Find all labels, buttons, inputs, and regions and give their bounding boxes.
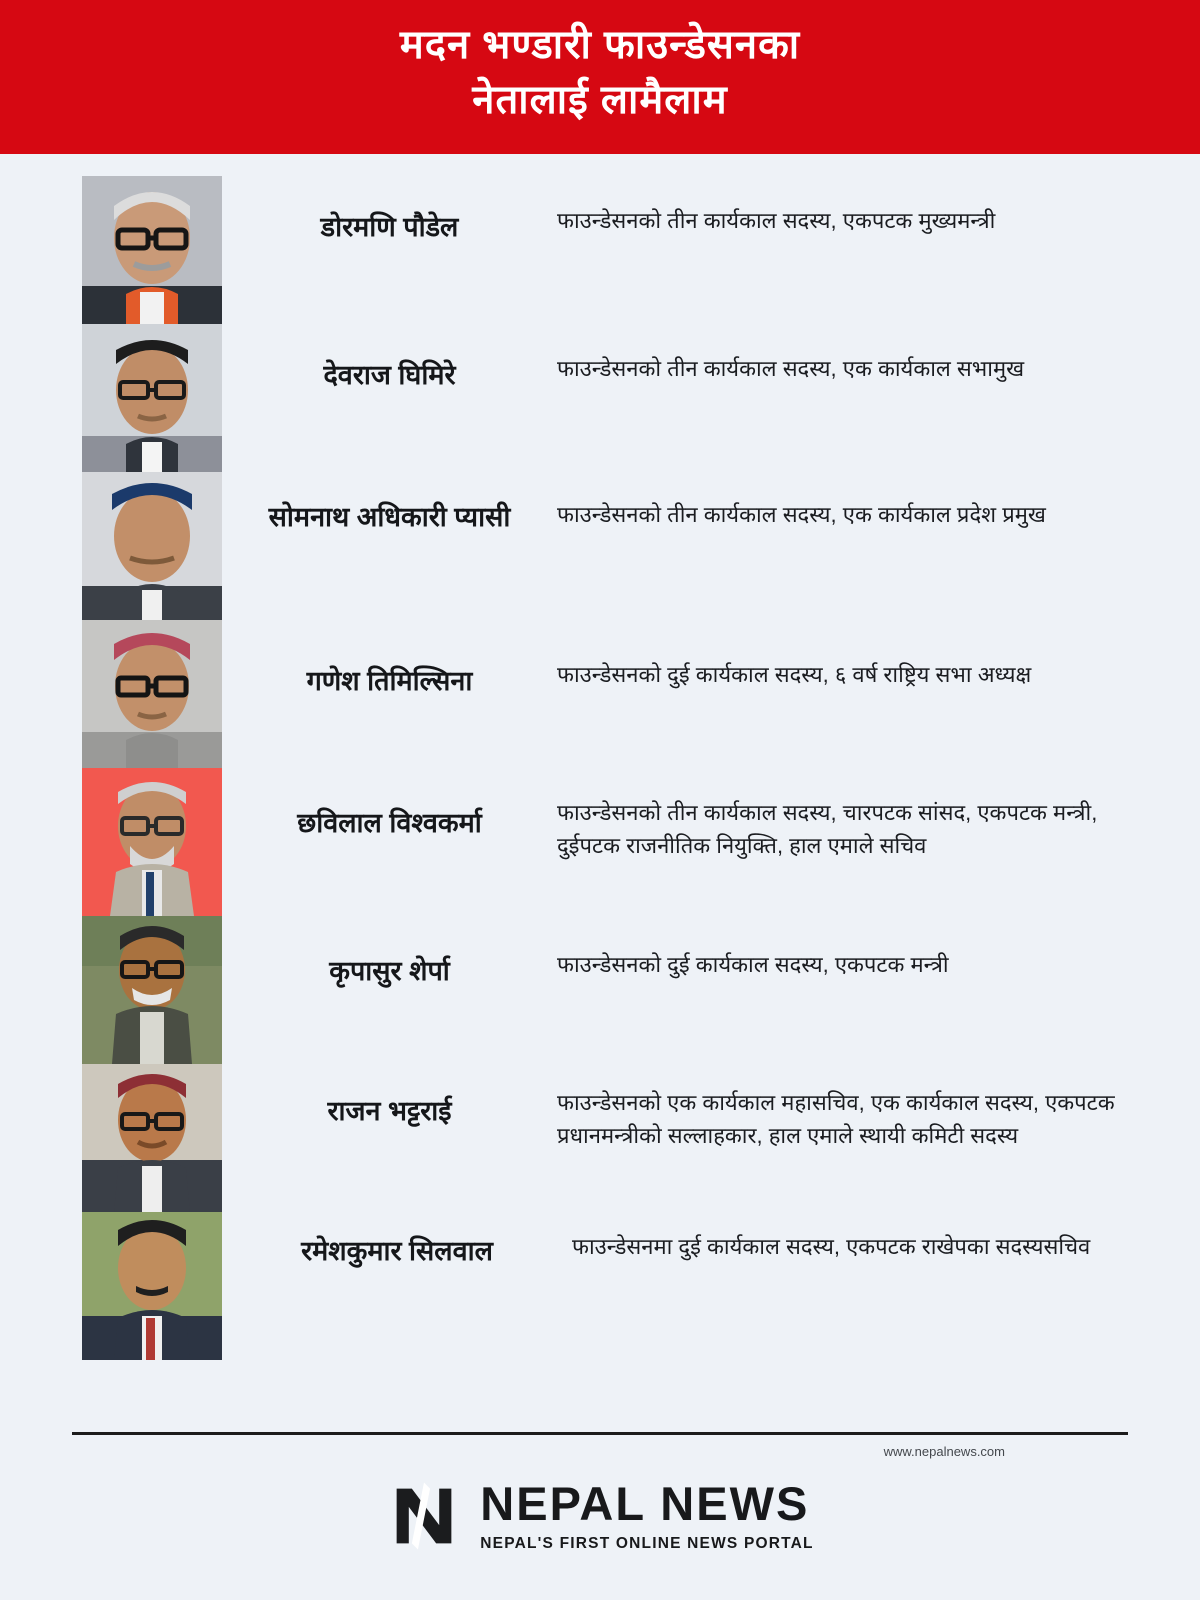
person-name: राजन भट्टराई: [327, 1096, 452, 1127]
people-list: [0, 154, 1200, 1360]
avatar: [82, 916, 222, 1064]
page-title-line-1: मदन भण्डारी फाउन्डेसनका: [399, 23, 801, 67]
list-item: [0, 324, 1200, 472]
footer-divider: [72, 1432, 1128, 1435]
person-description: फाउन्डेसनको दुई कार्यकाल सदस्य, एकपटक मन्त्री: [557, 952, 949, 978]
list-item: [0, 768, 1200, 916]
person-description: फाउन्डेसनमा दुई कार्यकाल सदस्य, एकपटक राखेपका सदस्यसचिव: [572, 1234, 1091, 1260]
person-description: फाउन्डेसनको एक कार्यकाल महासचिव, एक कार्यकाल सदस्य, एकपटक प्रधानमन्त्रीको सल्लाहकार, हाल एमाले स्थायी कमिटी सदस्य: [557, 1090, 1115, 1149]
portrait-icon: [82, 916, 222, 1064]
person-name: देवराज घिमिरे: [323, 360, 456, 391]
list-item: [0, 916, 1200, 1064]
nepal-news-logo-icon: [386, 1478, 462, 1554]
site-url[interactable]: www.nepalnews.com: [883, 1444, 1005, 1459]
footer: [0, 1432, 1200, 1600]
person-description: फाउन्डेसनको दुई कार्यकाल सदस्य, ६ वर्ष राष्ट्रिय सभा अध्यक्ष: [557, 662, 1032, 688]
portrait-icon: [82, 1212, 222, 1360]
avatar: [82, 768, 222, 916]
person-description: फाउन्डेसनको तीन कार्यकाल सदस्य, एक कार्यकाल सभामुख: [557, 356, 1025, 382]
brand-block: [0, 1478, 1200, 1554]
brand-name: NEPAL NEWS: [480, 1476, 810, 1530]
brand-text: [480, 1476, 814, 1553]
person-description: फाउन्डेसनको तीन कार्यकाल सदस्य, चारपटक सांसद, एकपटक मन्त्री, दुईपटक राजनीतिक नियुक्ति, हाल एमाले सचिव: [557, 800, 1098, 859]
avatar: [82, 620, 222, 768]
brand-tagline: NEPAL'S FIRST ONLINE NEWS PORTAL: [480, 1534, 814, 1552]
list-item: [0, 1064, 1200, 1212]
header-banner: [0, 0, 1200, 154]
person-name: छविलाल विश्वकर्मा: [297, 808, 482, 839]
list-item: [0, 620, 1200, 768]
list-item: [0, 1212, 1200, 1360]
avatar: [82, 176, 222, 324]
avatar: [82, 472, 222, 620]
portrait-icon: [82, 768, 222, 916]
person-name: डोरमणि पौडेल: [320, 212, 459, 243]
avatar: [82, 1212, 222, 1360]
person-name: रमेशकुमार सिलवाल: [301, 1236, 493, 1267]
portrait-icon: [82, 1064, 222, 1212]
list-item: [0, 176, 1200, 324]
person-name: सोमनाथ अधिकारी प्यासी: [268, 502, 511, 533]
person-name: गणेश तिमिल्सिना: [306, 666, 473, 697]
person-description: फाउन्डेसनको तीन कार्यकाल सदस्य, एकपटक मुख्यमन्त्री: [557, 208, 996, 234]
list-item: [0, 472, 1200, 620]
portrait-icon: [82, 620, 222, 768]
person-name: कृपासुर शेर्पा: [329, 956, 450, 987]
portrait-icon: [82, 472, 222, 620]
page-title-line-2: नेतालाई लामैलाम: [472, 78, 728, 123]
avatar: [82, 1064, 222, 1212]
avatar: [82, 324, 222, 472]
person-description: फाउन्डेसनको तीन कार्यकाल सदस्य, एक कार्यकाल प्रदेश प्रमुख: [557, 502, 1046, 528]
portrait-icon: [82, 176, 222, 324]
portrait-icon: [82, 324, 222, 472]
